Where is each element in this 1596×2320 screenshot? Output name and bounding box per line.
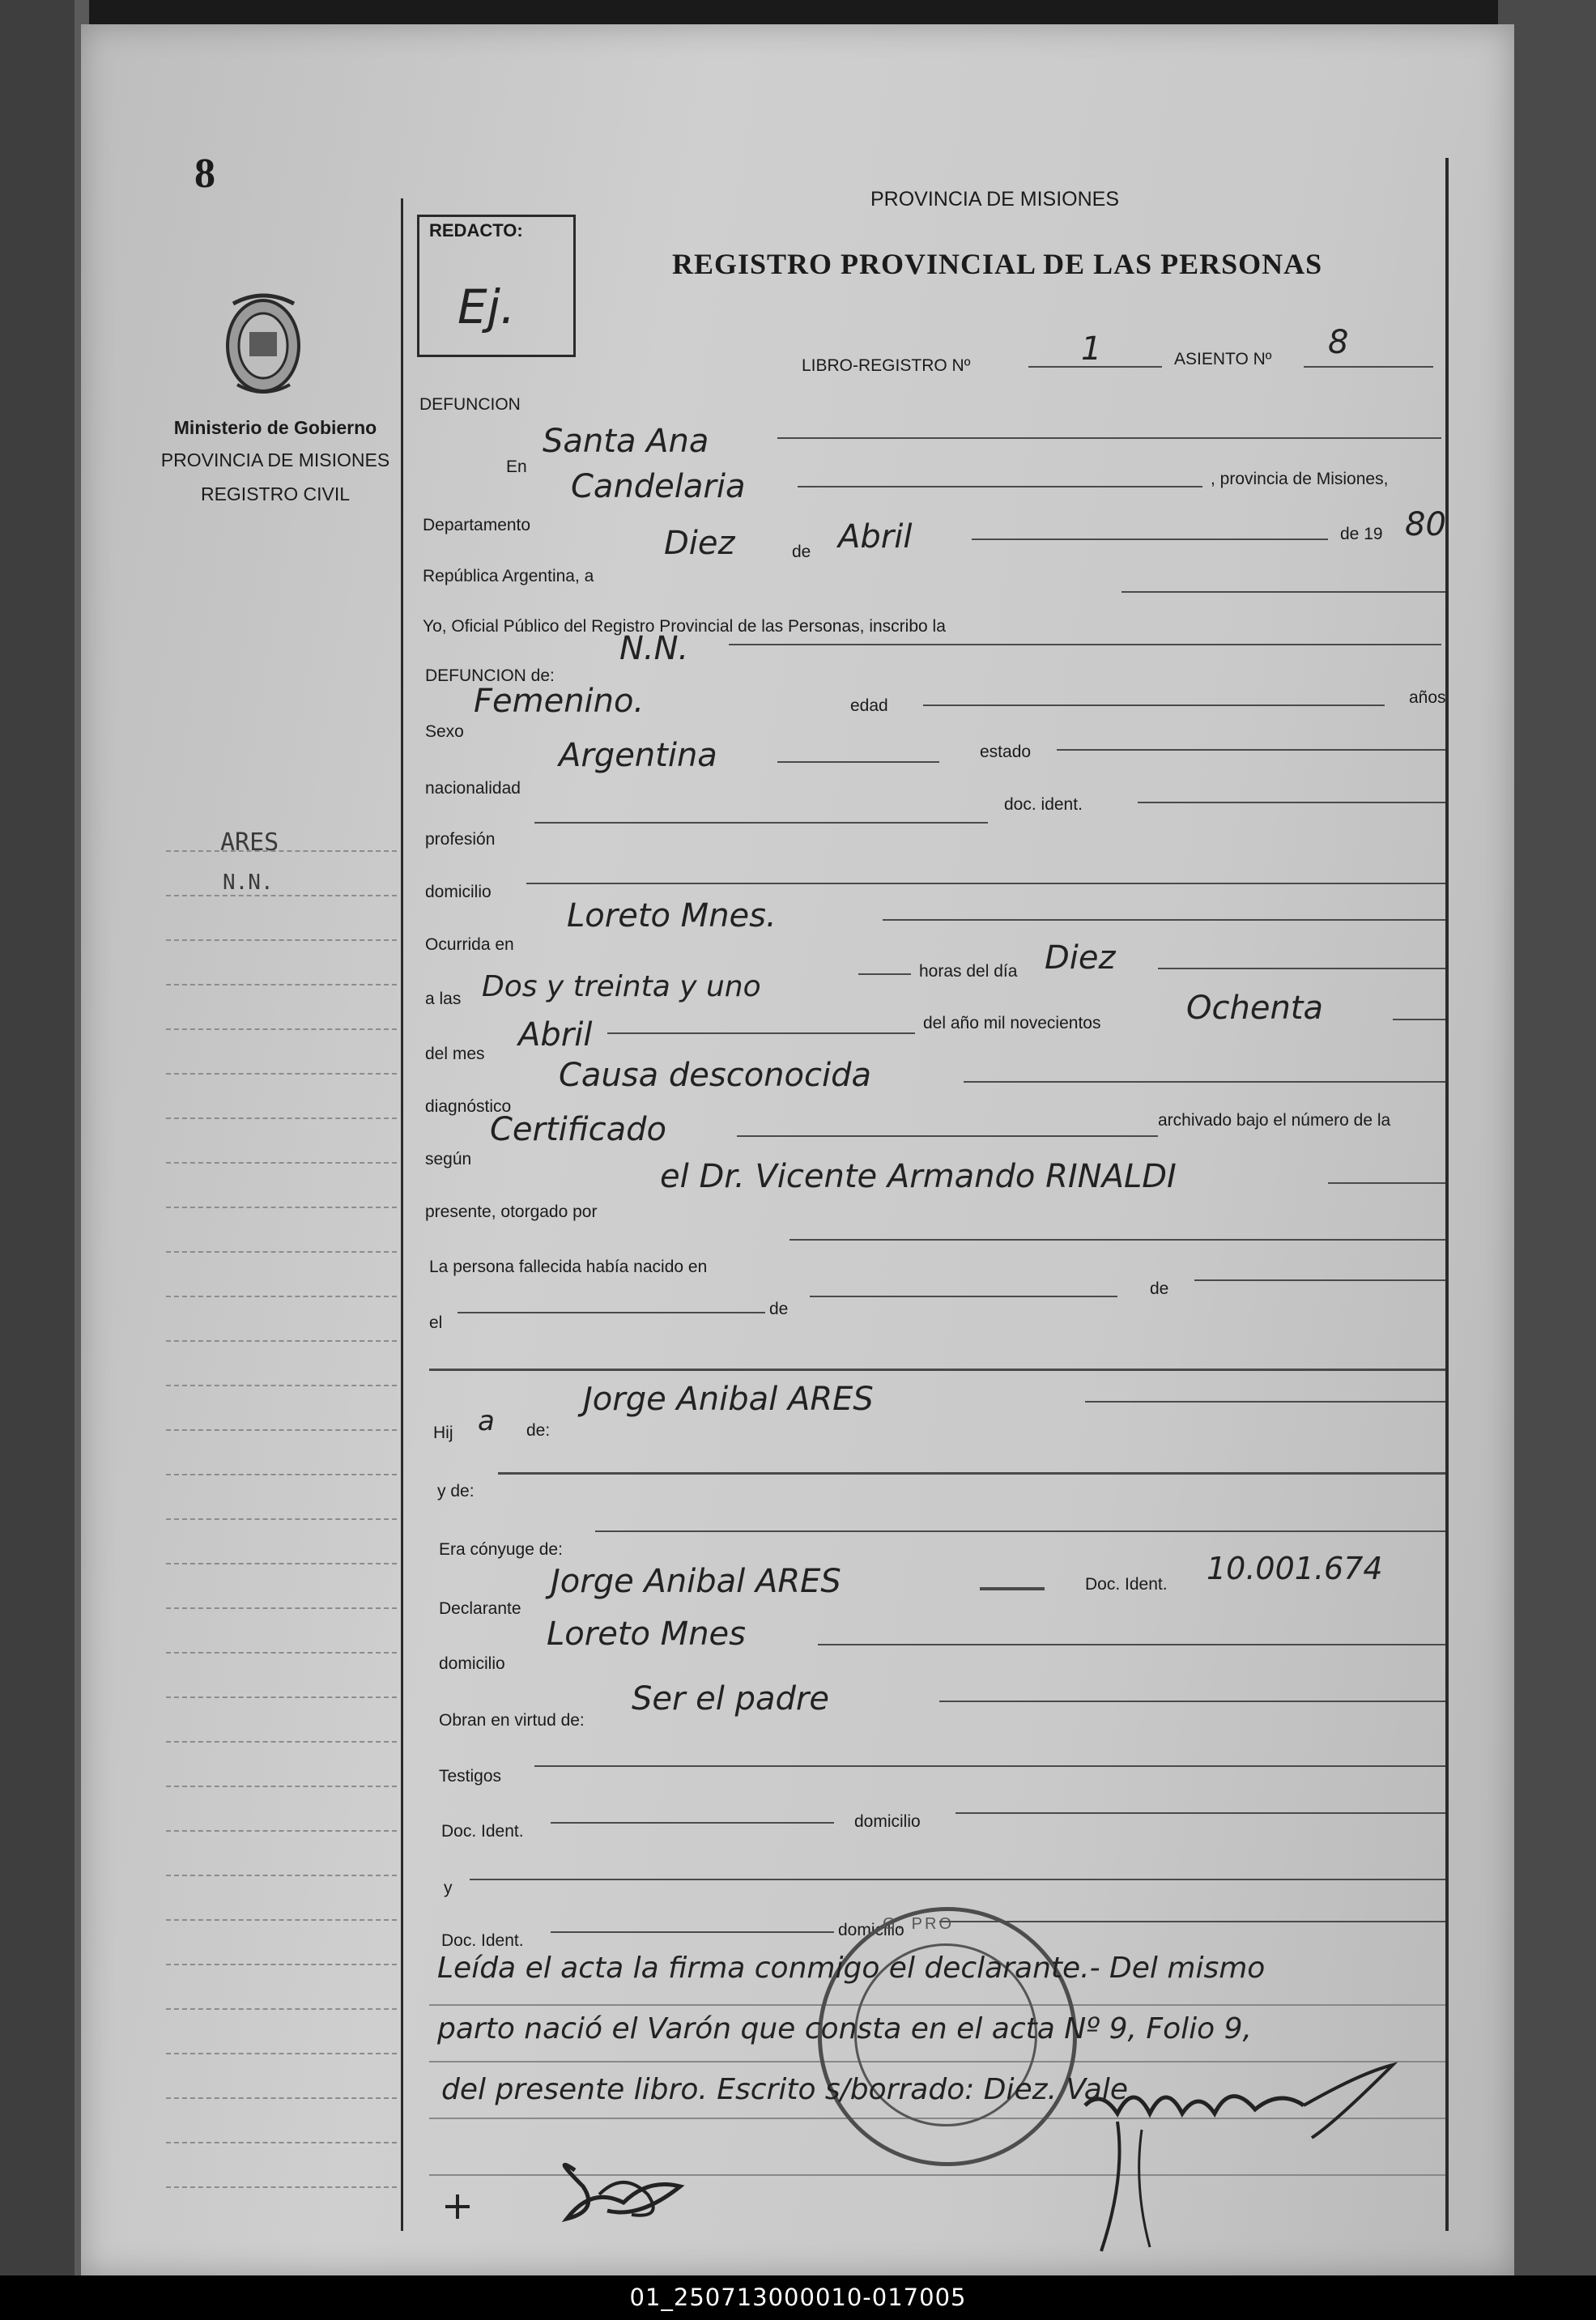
hij-de-label: de: [526, 1421, 551, 1440]
fill-line [526, 883, 1445, 884]
right-margin-rule [1445, 158, 1449, 2231]
declarante-value: Jorge Anibal ARES [551, 1563, 841, 1600]
margin-line [166, 1162, 397, 1164]
margin-line [166, 1786, 397, 1787]
fill-line [534, 1765, 1445, 1767]
hij-value: Jorge Anibal ARES [583, 1381, 874, 1418]
yde-label: y de: [437, 1482, 475, 1501]
estado-label: estado [980, 743, 1032, 761]
obran-label: Obran en virtud de: [439, 1711, 585, 1730]
margin-line [166, 2142, 397, 2143]
de19-label: de 19 [1340, 525, 1383, 543]
defuncion-tag: DEFUNCION [419, 395, 521, 414]
el-de1-label: de [769, 1300, 789, 1318]
official-stamp-text: G. PRO [883, 1915, 955, 1933]
margin-line [166, 1741, 397, 1743]
registry-title: REGISTRO PROVINCIAL DE LAS PERSONAS [672, 248, 1323, 280]
fill-line [429, 1369, 1445, 1371]
fill-line [980, 1587, 1045, 1590]
anio-label: del año mil novecientos [923, 1014, 1101, 1032]
margin-line [166, 1875, 397, 1876]
margin-line [166, 1607, 397, 1609]
margin-line [166, 2053, 397, 2054]
fill-line [729, 644, 1441, 645]
fill-line [964, 1081, 1445, 1083]
margin-line [166, 2186, 397, 2188]
ministry-label: Ministerio de Gobierno [173, 417, 377, 438]
horas-label: horas del día [919, 962, 1018, 981]
anos-label: años [1409, 688, 1446, 707]
fill-line [777, 761, 939, 763]
fill-line [1393, 1019, 1445, 1020]
delmes-value: Abril [518, 1016, 593, 1054]
anio-value: Ochenta [1186, 990, 1323, 1027]
margin-line [166, 1919, 397, 1921]
presente-label: presente, otorgado por [425, 1203, 598, 1221]
dia-value: Diez [664, 525, 735, 562]
fill-line [777, 437, 1441, 439]
domicilio3-label: domicilio [838, 1921, 904, 1939]
yo-label: Yo, Oficial Público del Registro Provincial de las Personas, inscribo la [423, 617, 946, 636]
margin-line [166, 1385, 397, 1386]
margin-line [166, 984, 397, 985]
horas-value: Dos y treinta y uno [482, 970, 761, 1003]
conyuge-label: Era cónyuge de: [439, 1540, 563, 1559]
en-value: Santa Ana [543, 423, 709, 460]
province-label: PROVINCIA DE MISIONES [160, 449, 390, 470]
fill-line [498, 1472, 1445, 1475]
fill-line [883, 919, 1445, 921]
coat-of-arms-icon [217, 287, 310, 401]
fill-line [1328, 1182, 1445, 1184]
fill-line [810, 1296, 1117, 1297]
fill-line [1057, 749, 1445, 751]
asiento-label: ASIENTO Nº [1174, 350, 1272, 368]
declarant-signature-icon [437, 2138, 745, 2243]
margin-line [166, 2008, 397, 2010]
redacto-label: REDACTO: [429, 220, 523, 241]
fill-line [1138, 802, 1445, 803]
ocurrida-label: Ocurrida en [425, 935, 514, 954]
fill-line [595, 1530, 1445, 1532]
footer-code: 01_250713000010-017005 [0, 2275, 1596, 2320]
libro-registro-label: LIBRO-REGISTRO Nº [802, 356, 971, 375]
fill-line [1194, 1279, 1445, 1281]
fill-line [923, 705, 1385, 706]
fill-line [607, 1032, 915, 1034]
margin-line [166, 1296, 397, 1297]
y-label: y [444, 1879, 453, 1897]
hij-suffix: a [478, 1405, 495, 1437]
fill-line [798, 486, 1202, 487]
registry-label: REGISTRO CIVIL [200, 483, 351, 504]
margin-line [166, 1251, 397, 1253]
doc-ident2-label: Doc. Ident. [441, 1822, 524, 1841]
fill-line [470, 1879, 1445, 1880]
defuncion-de-label: DEFUNCION de: [425, 666, 555, 685]
alas-label: a las [425, 990, 462, 1008]
el-label: el [429, 1313, 443, 1332]
nacionalidad-value: Argentina [559, 737, 717, 774]
margin-line [166, 1964, 397, 1965]
fill-line [972, 538, 1328, 540]
margin-line [166, 850, 397, 852]
margin-line [166, 2097, 397, 2099]
fill-line [551, 1822, 834, 1824]
domicilio2-label: domicilio [854, 1812, 921, 1831]
margin-line [166, 1652, 397, 1654]
fill-line [534, 822, 988, 824]
departamento-label: Departamento [423, 516, 531, 534]
fill-line [858, 973, 911, 975]
de-label: de [792, 543, 811, 561]
fill-line [818, 1644, 1445, 1645]
obran-value: Ser el padre [632, 1680, 829, 1718]
fill-line [789, 1239, 1445, 1241]
horas-dia-value: Diez [1045, 939, 1116, 977]
diagnostico-label: diagnóstico [425, 1097, 512, 1116]
fill-line [1028, 366, 1162, 368]
sexo-value: Femenino. [474, 683, 645, 720]
page-number: 8 [194, 151, 215, 197]
fill-line [551, 1931, 834, 1933]
fill-line [458, 1312, 765, 1313]
margin-line [166, 1117, 397, 1119]
nacido-label: La persona fallecida había nacido en [429, 1258, 708, 1276]
segun-value: Certificado [490, 1111, 666, 1148]
province-heading: PROVINCIA DE MISIONES [870, 188, 1120, 211]
year-value: 80 [1405, 506, 1446, 543]
fill-line [939, 1921, 1445, 1922]
closing-line-2: parto nació el Varón que consta en el acta Nº 9, Folio 9, [437, 2012, 1252, 2045]
departamento-value: Candelaria [571, 468, 746, 505]
doc-ident3-label: Doc. Ident. [441, 1931, 524, 1950]
declarante-doc-value: 10.001.674 [1207, 1551, 1383, 1586]
profesion-label: profesión [425, 830, 496, 849]
declarante-label: Declarante [439, 1599, 521, 1618]
margin-line [166, 895, 397, 896]
domicilio-label: domicilio [425, 883, 492, 901]
segun-label: según [425, 1150, 472, 1169]
fill-line [1304, 366, 1433, 368]
closing-line-1: Leída el acta la firma conmigo el declarante.- Del mismo [437, 1952, 1266, 1985]
margin-line [166, 1563, 397, 1564]
en-label: En [506, 458, 527, 476]
presente-value: el Dr. Vicente Armando RINALDI [660, 1158, 1177, 1195]
book-spine [0, 0, 74, 2275]
redacto-initials: Ej. [458, 279, 516, 334]
closing-line-3: del presente libro. Escrito s/borrado: Diez. Vale [441, 2073, 1128, 2106]
margin-line [166, 1207, 397, 1208]
provincia-label: , provincia de Misiones, [1211, 470, 1389, 488]
margin-line [166, 1028, 397, 1030]
fill-line [1085, 1401, 1445, 1403]
decl-domicilio-label: domicilio [439, 1654, 505, 1673]
archivado-label: archivado bajo el número de la [1158, 1111, 1391, 1130]
fill-line [939, 1701, 1445, 1702]
margin-line [166, 1073, 397, 1075]
margin-line [166, 1696, 397, 1698]
margin-line [166, 1474, 397, 1475]
sexo-label: Sexo [425, 722, 464, 741]
margin-note-surname: ARES [220, 828, 279, 857]
margin-line [166, 1340, 397, 1342]
doc-ident-label: doc. ident. [1004, 795, 1083, 814]
fill-line [1158, 968, 1445, 969]
republica-label: República Argentina, a [423, 567, 594, 585]
margin-line [166, 939, 397, 941]
hij-label: Hij [433, 1424, 453, 1442]
nacionalidad-label: nacionalidad [425, 779, 521, 798]
ocurrida-value: Loreto Mnes. [567, 897, 777, 934]
fill-line [1121, 591, 1445, 593]
libro-registro-value: 1 [1081, 330, 1102, 368]
fill-line [955, 1812, 1445, 1814]
diagnostico-value: Causa desconocida [559, 1057, 871, 1094]
defuncion-de-value: N.N. [619, 630, 689, 667]
el-de2-label: de [1150, 1279, 1169, 1298]
margin-note-name: N.N. [223, 871, 274, 895]
decl-domicilio-value: Loreto Mnes [547, 1615, 746, 1653]
delmes-label: del mes [425, 1045, 485, 1063]
margin-line [166, 1429, 397, 1431]
declarante-doc-label: Doc. Ident. [1085, 1575, 1168, 1594]
mes-value: Abril [838, 518, 913, 556]
margin-line [166, 1830, 397, 1832]
testigos-label: Testigos [439, 1767, 502, 1786]
asiento-value: 8 [1328, 324, 1349, 361]
margin-line [166, 1518, 397, 1520]
fill-line [737, 1135, 1158, 1137]
official-signature-icon [1069, 2057, 1409, 2259]
edad-label: edad [850, 696, 888, 715]
